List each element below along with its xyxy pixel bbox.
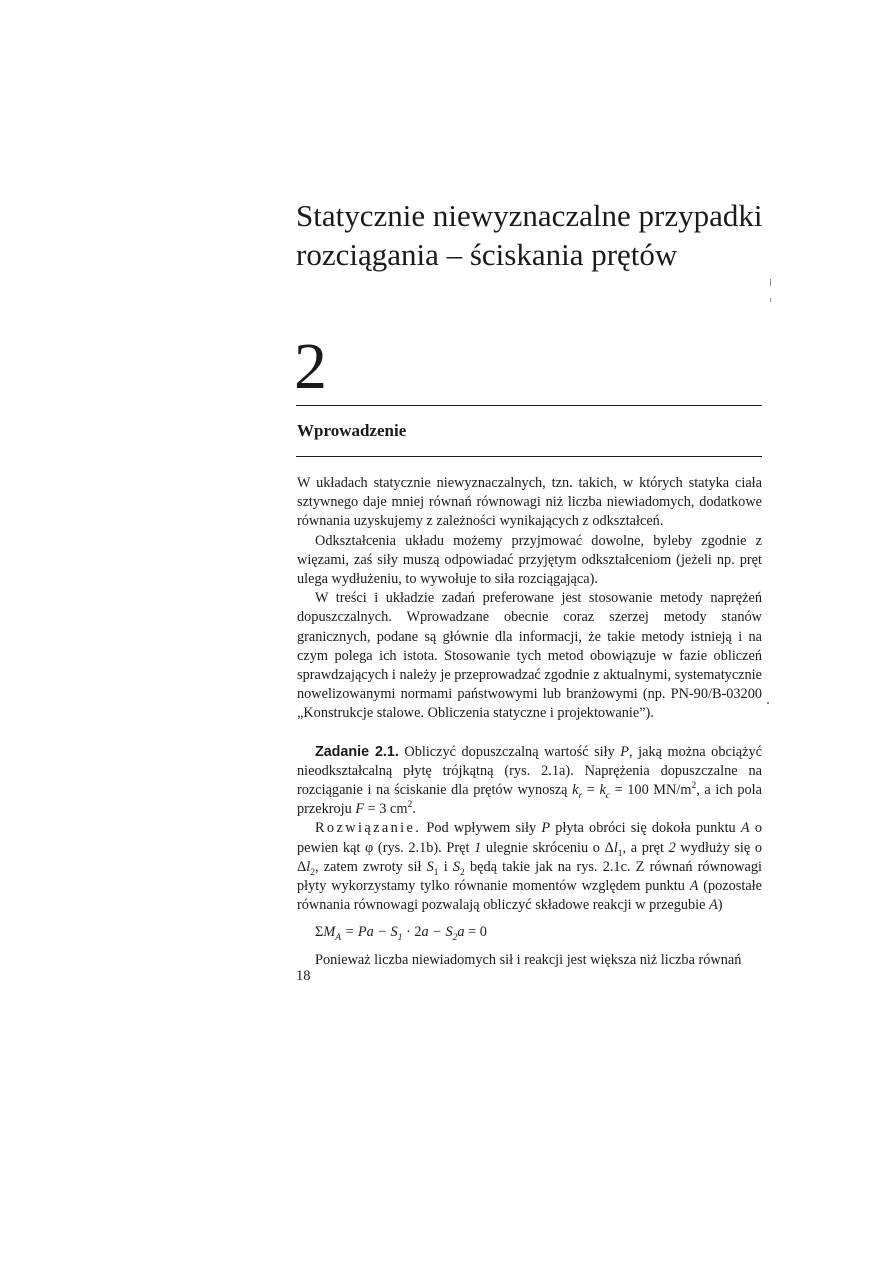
chapter-title: [296, 196, 776, 274]
paragraph-continuation: Ponieważ liczba niewiadomych sił i reakcji jest większa niż liczba równań: [315, 951, 742, 968]
paragraph-deformations: Odkształcenia układu możemy przyjmować dowolne, byleby zgodnie z więzami, zaś siły muszą odpowiadać przyjętym odkształceniom (jeżeli np. pręt ulega wydłużeniu, to wywołuje to siła rozciągająca).: [297, 532, 762, 588]
paragraph-methods: W treści i układzie zadań preferowane jest stosowanie metody naprężeń dopuszczalnych. Wprowadzane obecnie coraz szerzej metody stanów granicznych, podane są głównie dla informacji, że takie metody istnieją i na czym polega ich istota. Stosowanie tych metod obowiązuje w fazie obliczeń sprawdzających i należy je przeprowadzać zgodnie z aktualnymi, systematycznie nowelizowanymi normami państwowymi lub branżowymi (np. PN-90/B-03200 „Konstrukcje stalowe. Obliczenia statyczne i projektowanie”).: [297, 590, 762, 722]
solution-label: Rozwiązanie.: [315, 820, 422, 837]
body-text: [297, 474, 762, 970]
chapter-title-line-1: Statycznie niewyznaczalne przypadki: [296, 198, 763, 233]
scan-mark: [770, 279, 771, 286]
scan-mark: [770, 298, 771, 302]
section-rule-top: [296, 405, 762, 406]
scan-mark: [767, 702, 769, 704]
solution-paragraph: Rozwiązanie. Pod wpływem siły P płyta obróci się dokoła punktu A o pewien kąt φ (rys. 2.1b). Pręt 1 ulegnie skróceniu o $\Delta l_1$, a pręt 2 wydłuży się o $\Delta l_2$, zatem zwroty sił $S_1$ i $S_2$ będą takie jak na rys. 2.1c. Z równań równowagi płyty wykorzystamy tylko równanie momentów względem punktu A (pozostałe równania równowagi pozwalają obliczyć składowe reakcji w przegubie A): [297, 820, 762, 914]
chapter-number: 2: [294, 330, 327, 403]
moment-equation: $\Sigma M_A = Pa - S_1 \cdot 2a - S_2a = 0$: [315, 924, 487, 944]
section-rule-bottom: [296, 456, 762, 457]
task-paragraph: Zadanie 2.1. Obliczyć dopuszczalną wartość siły P, jaką można obciążyć nieodkształcalną płytę trójkątną (rys. 2.1a). Naprężenia dopuszczalne na rozciąganie i na ściskanie dla prętów wynoszą $k_r = k_c = 100$ $MN/m^2$, a ich pola przekroju F = 3 $cm^2$.: [297, 743, 762, 818]
section-heading: Wprowadzenie: [297, 421, 407, 440]
paragraph-intro: W układach statycznie niewyznaczalnych, tzn. takich, w których statyka ciała sztywnego daje mniej równań równowagi niż liczba niewiadomych, dodatkowe równania uzyskujemy z zależności wynikających z odkształceń.: [297, 475, 762, 530]
task-label: Zadanie 2.1.: [315, 743, 399, 760]
page-number: 18: [296, 968, 311, 984]
chapter-title-line-2: rozciągania – ściskania prętów: [296, 237, 678, 272]
